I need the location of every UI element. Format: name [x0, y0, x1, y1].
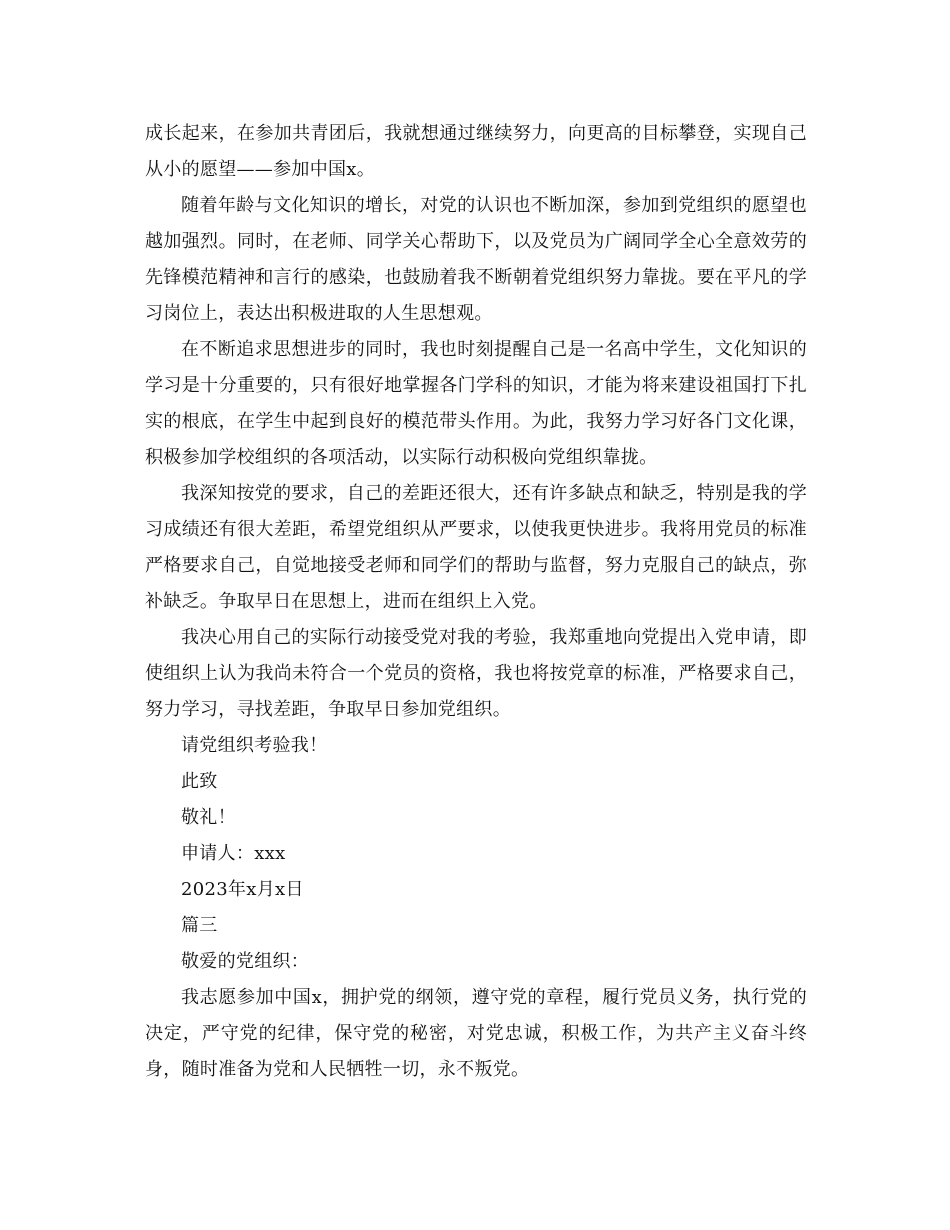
- paragraph-study-focus: 在不断追求思想进步的同时，我也时刻提醒自己是一名高中学生，文化知识的学习是十分重要的，只有很好地掌握各门学科的知识，才能为将来建设祖国打下扎实的根底，在学生中起到良好的模范带头作用。为此，我努力学习好各门文化课，积极参加学校组织的各项活动，以实际行动积极向党组织靠拢。: [145, 339, 807, 468]
- closing-regards: 敬礼！: [181, 807, 236, 828]
- section-heading: 篇三: [181, 915, 218, 936]
- application-date: 2023年x月x日: [181, 879, 304, 900]
- paragraph-pledge: 我志愿参加中国x，拥护党的纲领，遵守党的章程，履行党员义务，执行党的决定，严守党的纪律，保守党的秘密，对党忠诚，积极工作，为共产主义奋斗终身，随时准备为党和人民牺牲一切，永不叛党。: [145, 987, 807, 1080]
- paragraph-self-assessment: 我深知按党的要求，自己的差距还很大，还有许多缺点和缺乏，特别是我的学习成绩还有很大差距，希望党组织从严要求，以使我更快进步。我将用党员的标准严格要求自己，自觉地接受老师和同学们的帮助与监督，努力克服自己的缺点，弥补缺乏。争取早日在思想上，进而在组织上入党。: [145, 483, 807, 612]
- paragraph-continuation: 成长起来，在参加共青团后，我就想通过继续努力，向更高的目标攀登，实现自己从小的愿望——参加中国x。: [145, 123, 807, 180]
- paragraph-growing-awareness: 随着年龄与文化知识的增长，对党的认识也不断加深，参加到党组织的愿望也越加强烈。同时，在老师、同学关心帮助下，以及党员为广阔同学全心全意效劳的先锋模范精神和言行的感染，也鼓励着我不断朝着党组织努力靠拢。要在平凡的学习岗位上，表达出积极进取的人生思想观。: [145, 195, 807, 324]
- closing-request: 请党组织考验我！: [181, 735, 328, 756]
- applicant-signature: 申请人：xxx: [181, 843, 286, 864]
- document-body: [145, 116, 807, 1088]
- letter-greeting: 敬爱的党组织：: [181, 951, 310, 972]
- paragraph-determination: 我决心用自己的实际行动接受党对我的考验，我郑重地向党提出入党申请，即使组织上认为我尚未符合一个党员的资格，我也将按党章的标准，严格要求自己，努力学习，寻找差距，争取早日参加党组织。: [145, 627, 807, 720]
- closing-salutation: 此致: [181, 771, 218, 792]
